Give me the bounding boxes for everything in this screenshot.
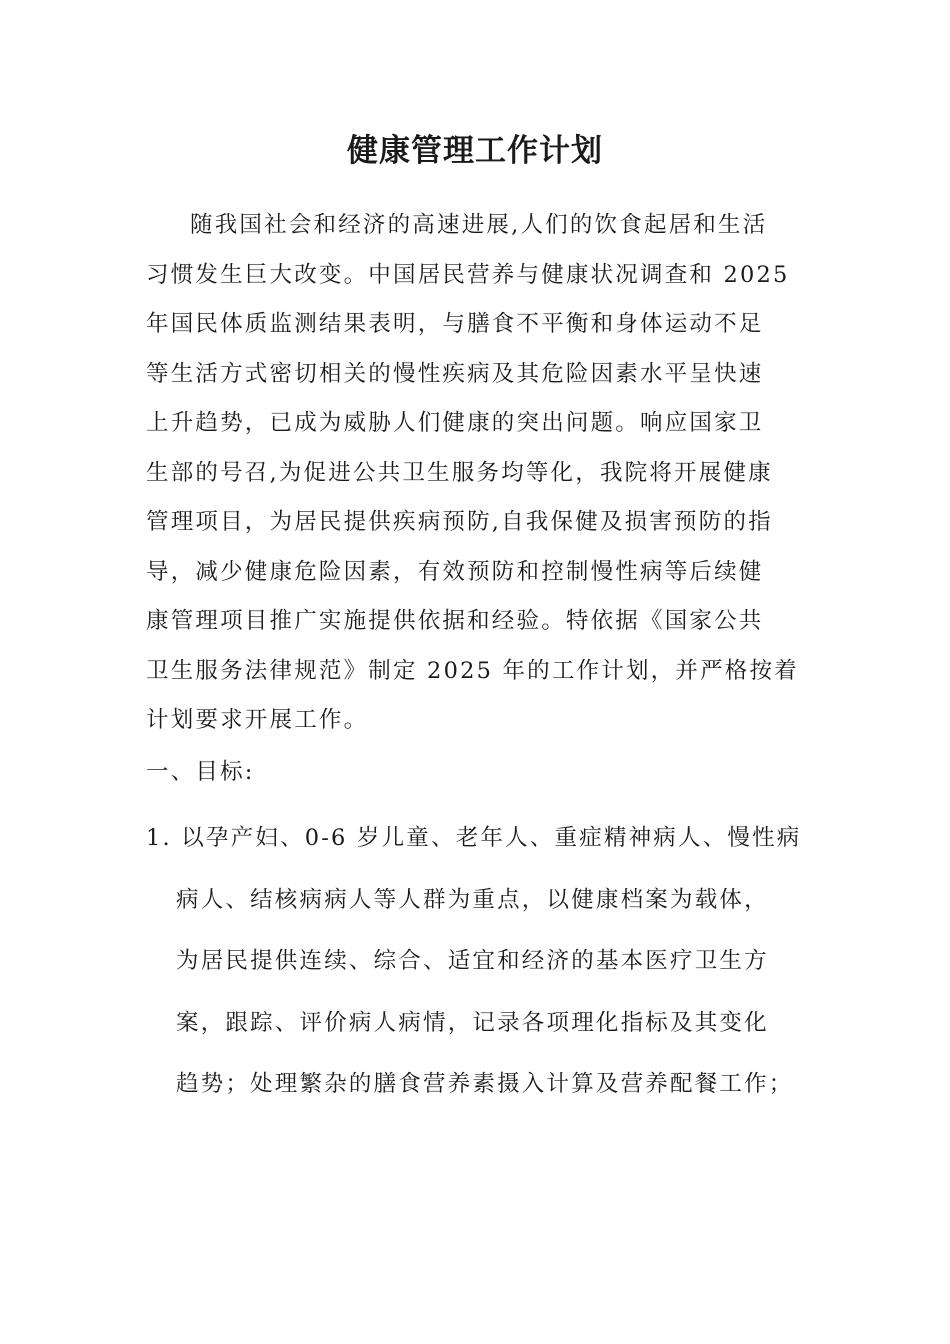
- goal-list-item-1: [146, 808, 826, 1116]
- paragraph-line: 年国民体质监测结果表明，与膳食不平衡和身体运动不足: [146, 311, 764, 337]
- paragraph-line: 随我国社会和经济的高速进展,人们的饮食起居和生活: [190, 212, 768, 238]
- section-heading-goals: 一、目标:: [146, 759, 255, 785]
- paragraph-line: 管理项目，为居民提供疾病预防,自我保健及损害预防的指: [146, 509, 773, 535]
- list-item-line: 案，跟踪、评价病人病情，记录各项理化指标及其变化: [176, 1009, 769, 1036]
- list-item-line: 为居民提供连续、综合、适宜和经济的基本医疗卫生方: [176, 948, 769, 974]
- intro-paragraph: [146, 201, 808, 746]
- paragraph-line: 习惯发生巨大改变。中国居民营养与健康状况调查和 2025: [146, 261, 790, 288]
- list-item-line: 病人、结核病病人等人群为重点，以健康档案为载体，: [176, 886, 769, 913]
- list-item-line: 1. 以孕产妇、0-6 岁儿童、老年人、重症精神病人、慢性病: [146, 825, 802, 851]
- paragraph-line: 导，减少健康危险因素，有效预防和控制慢性病等后续健: [146, 558, 764, 585]
- paragraph-line: 等生活方式密切相关的慢性疾病及其危险因素水平呈快速: [146, 360, 764, 387]
- paragraph-line: 计划要求开展工作。: [146, 707, 369, 733]
- document-title: 健康管理工作计划: [347, 133, 603, 169]
- paragraph-line: 卫生服务法律规范》制定 2025 年的工作计划，并严格按着: [146, 657, 799, 684]
- paragraph-line: 康管理项目推广实施提供依据和经验。特依据《国家公共: [146, 608, 764, 634]
- list-item-line: 趋势；处理繁杂的膳食营养素摄入计算及营养配餐工作；: [176, 1071, 794, 1097]
- paragraph-line: 生部的号召,为促进公共卫生服务均等化，我院将开展健康: [146, 459, 773, 486]
- paragraph-line: 上升趋势，已成为威胁人们健康的突出问题。响应国家卫: [146, 410, 764, 436]
